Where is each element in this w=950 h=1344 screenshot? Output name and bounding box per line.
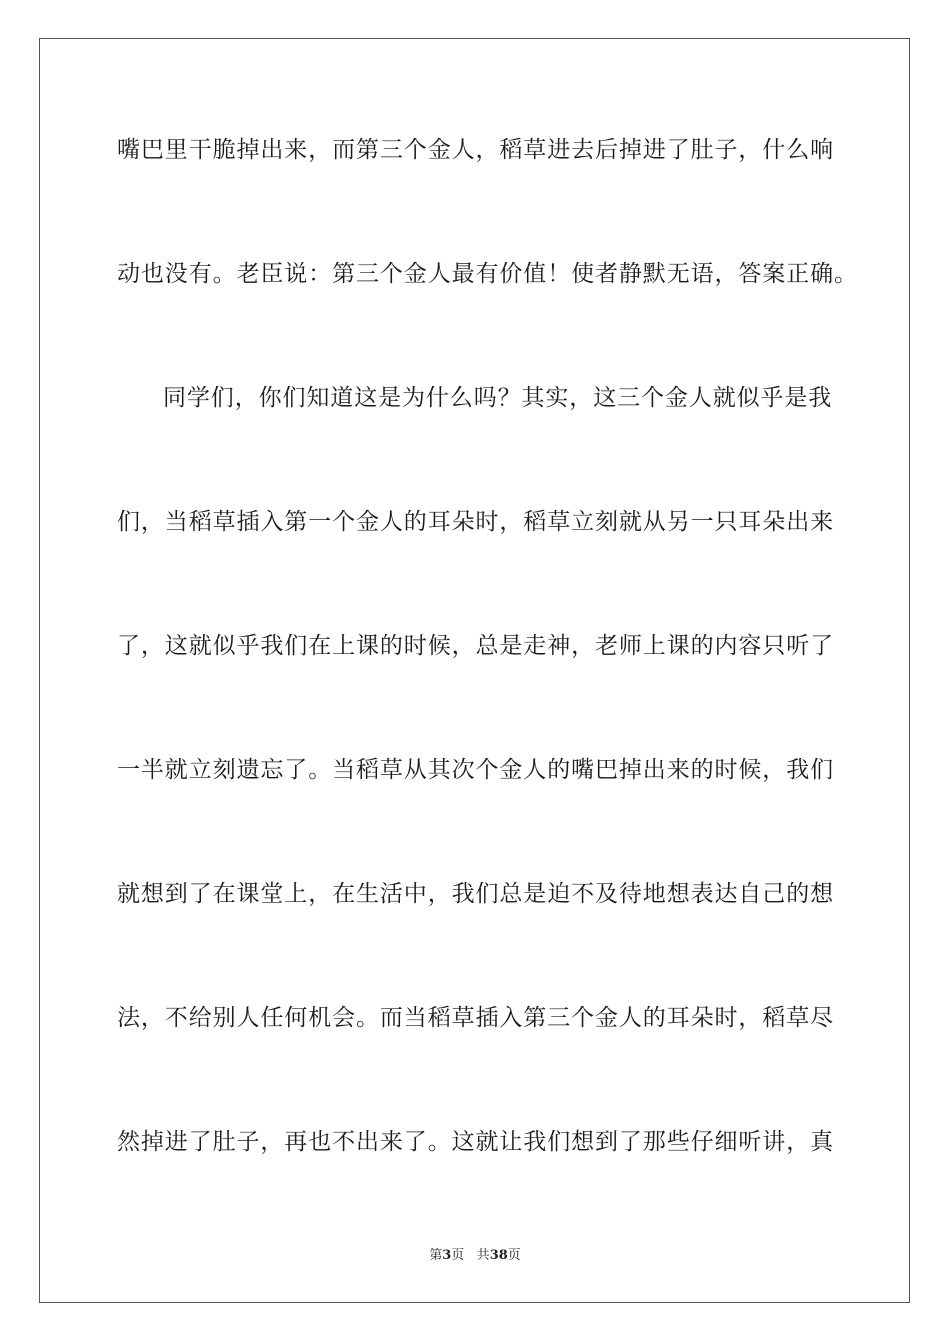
body-text-line: 就想到了在课堂上，在生活中，我们总是迫不及待地想表达自己的想	[117, 881, 834, 907]
page-prefix: 第	[429, 1248, 443, 1263]
body-text-line: 动也没有。老臣说：第三个金人最有价值！使者静默无语，答案正确。	[117, 261, 858, 287]
total-prefix: 共	[476, 1248, 490, 1263]
body-text-line: 们，当稻草插入第一个金人的耳朵时，稻草立刻就从另一只耳朵出来	[117, 509, 834, 535]
body-text-line: 一半就立刻遗忘了。当稻草从其次个金人的嘴巴掉出来的时候，我们	[117, 757, 834, 783]
body-text-line: 了，这就似乎我们在上课的时候，总是走神，老师上课的内容只听了	[117, 633, 834, 659]
total-pages: 38	[489, 1248, 508, 1263]
page-frame	[39, 38, 910, 1303]
body-text-line: 嘴巴里干脆掉出来，而第三个金人，稻草进去后掉进了肚子，什么响	[117, 137, 834, 163]
page-footer	[0, 1248, 950, 1264]
body-text-line: 同学们，你们知道这是为什么吗？其实，这三个金人就似乎是我	[163, 385, 833, 411]
total-suffix: 页	[507, 1248, 521, 1263]
page-suffix: 页	[451, 1248, 465, 1263]
body-text-line: 法，不给别人任何机会。而当稻草插入第三个金人的耳朵时，稻草尽	[117, 1005, 834, 1031]
body-text-line: 然掉进了肚子，再也不出来了。这就让我们想到了那些仔细听讲，真	[117, 1129, 834, 1155]
page-number: 3	[442, 1248, 452, 1263]
